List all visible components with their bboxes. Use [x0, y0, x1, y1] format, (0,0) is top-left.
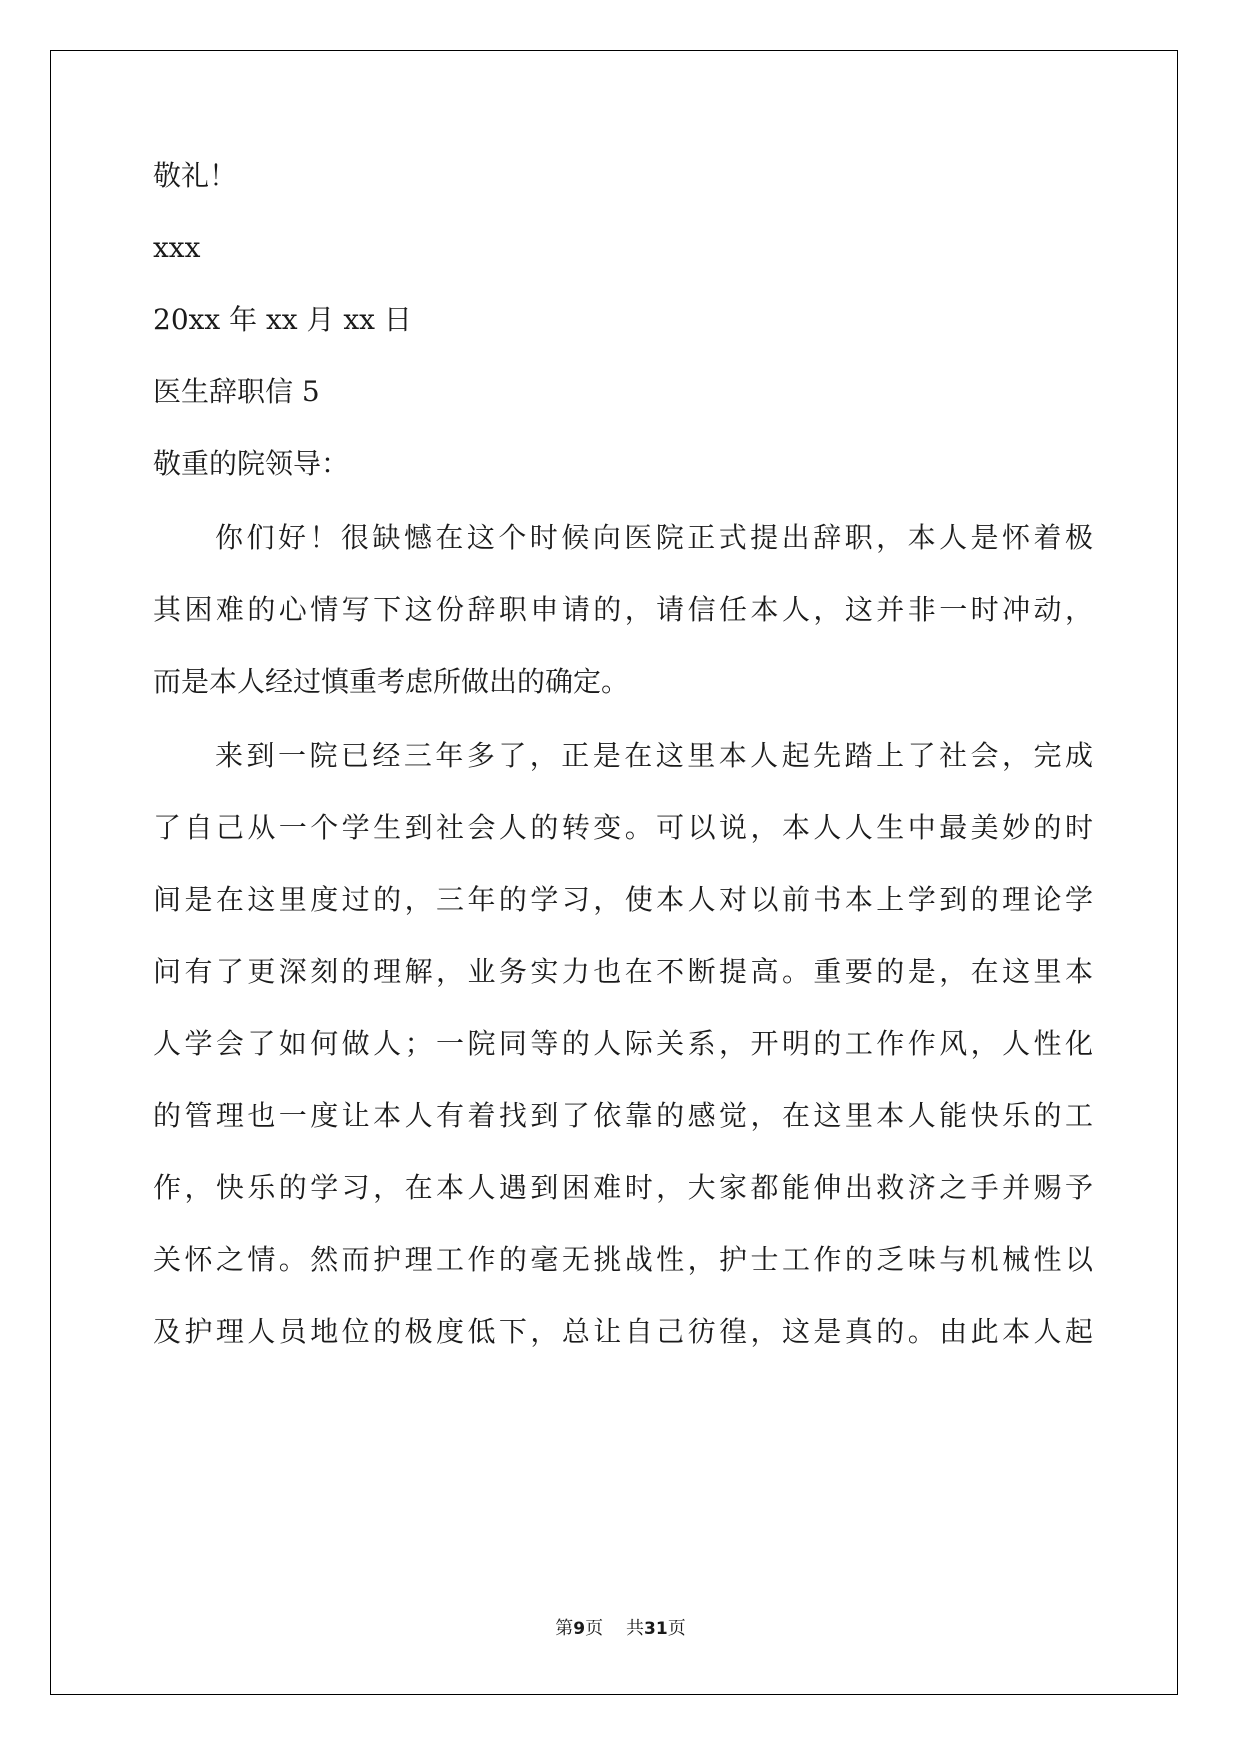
paragraph-2-line-3: 间是在这里度过的，三年的学习，使本人对以前书本上学到的理论学 — [153, 883, 1093, 916]
paragraph-1-line-3: 而是本人经过慎重考虑所做出的确定。 — [153, 665, 630, 698]
paragraph-2-line-7: 作，快乐的学习，在本人遇到困难时，大家都能伸出救济之手并赐予 — [153, 1171, 1093, 1204]
closing-line: 敬礼！ — [153, 159, 238, 192]
paragraph-2-line-8: 关怀之情。然而护理工作的毫无挑战性，护士工作的乏味与机械性以 — [153, 1243, 1093, 1276]
paragraph-1-line-2: 其困难的心情写下这份辞职申请的，请信任本人，这并非一时冲动， — [153, 593, 1093, 626]
signature-line: xxx — [153, 231, 201, 264]
paragraph-1-line-1: 你们好！很缺憾在这个时候向医院正式提出辞职，本人是怀着极 — [215, 521, 1093, 554]
paragraph-2-line-6: 的管理也一度让本人有着找到了依靠的感觉，在这里本人能快乐的工 — [153, 1099, 1093, 1132]
paragraph-2-line-1: 来到一院已经三年多了，正是在这里本人起先踏上了社会，完成 — [215, 739, 1093, 772]
footer-total-prefix: 共 — [626, 1618, 645, 1639]
paragraph-2-line-9: 及护理人员地位的极度低下，总让自己彷徨，这是真的。由此本人起 — [153, 1315, 1093, 1348]
paragraph-2-line-4: 问有了更深刻的理解，业务实力也在不断提高。重要的是，在这里本 — [153, 955, 1093, 988]
footer-total-suffix: 页 — [667, 1618, 686, 1639]
paragraph-2-line-2: 了自己从一个学生到社会人的转变。可以说，本人人生中最美妙的时 — [153, 811, 1093, 844]
paragraph-2-line-5: 人学会了如何做人；一院同等的人际关系，开明的工作作风，人性化 — [153, 1027, 1093, 1060]
letter-title: 医生辞职信 5 — [153, 375, 320, 408]
total-pages: 31 — [644, 1619, 668, 1639]
footer-prefix: 第 — [555, 1618, 574, 1639]
page-footer — [0, 1617, 1241, 1641]
salutation-line: 敬重的院领导： — [153, 447, 350, 480]
page-number: 9 — [573, 1619, 586, 1639]
date-line: 20xx 年 xx 月 xx 日 — [153, 303, 412, 336]
page-border — [50, 50, 1178, 1695]
footer-page-suffix: 页 — [585, 1618, 604, 1639]
